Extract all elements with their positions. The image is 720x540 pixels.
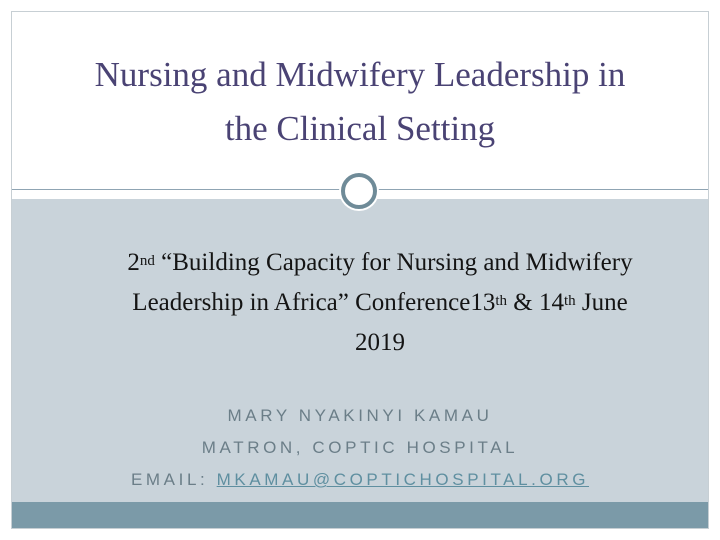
- ordinal-suffix: nd: [139, 253, 155, 269]
- email-label: EMAIL:: [130, 470, 217, 489]
- date-suffix-2: th: [563, 293, 576, 309]
- title-line-1: Nursing and Midwifery Leadership in: [94, 55, 626, 94]
- author-name: MARY NYAKINYI KAMAU: [227, 406, 493, 425]
- date-suffix-1: th: [495, 293, 507, 309]
- subtitle-line-2-text-b: & 14: [507, 289, 564, 316]
- author-email-row: [10, 464, 710, 496]
- author-role: MATRON, COPTIC HOSPITAL: [201, 438, 519, 457]
- slide-title: [10, 48, 710, 156]
- footer-bar: [12, 502, 708, 528]
- conference-subtitle: [40, 243, 720, 363]
- ordinal-number: 2: [127, 249, 140, 276]
- subtitle-line-2: [40, 283, 720, 323]
- subtitle-line-1: [40, 243, 720, 283]
- author-block: [10, 400, 710, 496]
- subtitle-line-2-text-a: Leadership in Africa” Conference13: [132, 289, 496, 316]
- email-link[interactable]: MKAMAU@COPTICHOSPITAL.ORG: [216, 470, 590, 489]
- title-line-2: the Clinical Setting: [224, 109, 496, 148]
- divider-ring-ornament: [341, 173, 377, 209]
- subtitle-line-3: 2019: [355, 329, 405, 356]
- subtitle-line-1-text: “Building Capacity for Nursing and Midwifery: [154, 249, 633, 276]
- subtitle-line-2-text-c: June: [575, 289, 628, 316]
